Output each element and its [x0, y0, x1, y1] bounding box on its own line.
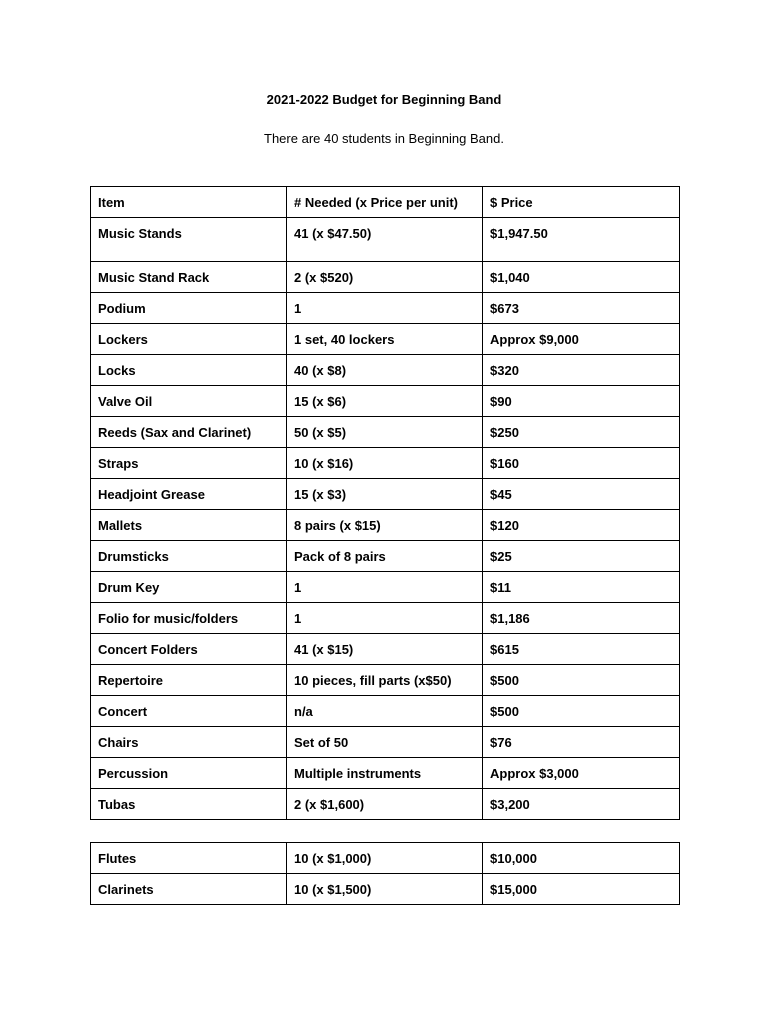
- cell-price: $250: [483, 417, 680, 448]
- cell-item: Repertoire: [91, 665, 287, 696]
- cell-item: Tubas: [91, 789, 287, 820]
- cell-item: Concert: [91, 696, 287, 727]
- table-row: [91, 479, 680, 510]
- table-row: [91, 634, 680, 665]
- header-price: $ Price: [483, 187, 680, 218]
- cell-needed: 2 (x $1,600): [287, 789, 483, 820]
- cell-needed: 41 (x $15): [287, 634, 483, 665]
- cell-needed: 1: [287, 603, 483, 634]
- header-needed: # Needed (x Price per unit): [287, 187, 483, 218]
- cell-price: $320: [483, 355, 680, 386]
- cell-needed: 1: [287, 572, 483, 603]
- cell-item: Podium: [91, 293, 287, 324]
- cell-needed: 50 (x $5): [287, 417, 483, 448]
- cell-needed: Set of 50: [287, 727, 483, 758]
- cell-item: Drumsticks: [91, 541, 287, 572]
- cell-item: Drum Key: [91, 572, 287, 603]
- cell-needed: 1 set, 40 lockers: [287, 324, 483, 355]
- cell-item: Flutes: [91, 843, 287, 874]
- header-item: Item: [91, 187, 287, 218]
- cell-needed: Multiple instruments: [287, 758, 483, 789]
- cell-price: $1,040: [483, 262, 680, 293]
- table-row: [91, 262, 680, 293]
- cell-price: $500: [483, 696, 680, 727]
- cell-item: Straps: [91, 448, 287, 479]
- cell-item: Concert Folders: [91, 634, 287, 665]
- cell-item: Lockers: [91, 324, 287, 355]
- cell-needed: 41 (x $47.50): [287, 218, 483, 262]
- cell-price: $45: [483, 479, 680, 510]
- cell-price: $25: [483, 541, 680, 572]
- cell-item: Music Stand Rack: [91, 262, 287, 293]
- table-row: [91, 843, 680, 874]
- cell-item: Music Stands: [91, 218, 287, 262]
- table-row: [91, 293, 680, 324]
- cell-price: $90: [483, 386, 680, 417]
- cell-price: $3,200: [483, 789, 680, 820]
- table-row: [91, 665, 680, 696]
- table-row: [91, 758, 680, 789]
- cell-item: Percussion: [91, 758, 287, 789]
- cell-needed: 8 pairs (x $15): [287, 510, 483, 541]
- table-row: [91, 448, 680, 479]
- table-row: [91, 386, 680, 417]
- table-row: [91, 603, 680, 634]
- cell-item: Mallets: [91, 510, 287, 541]
- cell-price: $15,000: [483, 874, 680, 905]
- cell-needed: 40 (x $8): [287, 355, 483, 386]
- cell-needed: n/a: [287, 696, 483, 727]
- cell-price: $160: [483, 448, 680, 479]
- table-row: [91, 355, 680, 386]
- budget-table: [90, 186, 680, 820]
- cell-item: Folio for music/folders: [91, 603, 287, 634]
- cell-price: $500: [483, 665, 680, 696]
- table-row: [91, 541, 680, 572]
- cell-price: $10,000: [483, 843, 680, 874]
- cell-needed: 15 (x $6): [287, 386, 483, 417]
- cell-price: $120: [483, 510, 680, 541]
- cell-price: $1,186: [483, 603, 680, 634]
- cell-needed: 10 (x $1,500): [287, 874, 483, 905]
- cell-needed: 10 pieces, fill parts (x$50): [287, 665, 483, 696]
- table-row: [91, 218, 680, 262]
- cell-price: $76: [483, 727, 680, 758]
- cell-item: Locks: [91, 355, 287, 386]
- cell-price: $1,947.50: [483, 218, 680, 262]
- document-title: 2021-2022 Budget for Beginning Band: [266, 92, 502, 107]
- table-row: [91, 727, 680, 758]
- cell-needed: 1: [287, 293, 483, 324]
- cell-price: $673: [483, 293, 680, 324]
- document-subtitle: There are 40 students in Beginning Band.: [264, 131, 504, 146]
- cell-item: Chairs: [91, 727, 287, 758]
- cell-needed: 10 (x $16): [287, 448, 483, 479]
- cell-price: $615: [483, 634, 680, 665]
- cell-needed: 2 (x $520): [287, 262, 483, 293]
- table-row: [91, 572, 680, 603]
- table-row: [91, 510, 680, 541]
- cell-item: Headjoint Grease: [91, 479, 287, 510]
- table-row: [91, 417, 680, 448]
- instrument-table: [90, 842, 680, 905]
- cell-needed: 10 (x $1,000): [287, 843, 483, 874]
- cell-item: Valve Oil: [91, 386, 287, 417]
- table-row: [91, 874, 680, 905]
- cell-price: Approx $9,000: [483, 324, 680, 355]
- cell-item: Reeds (Sax and Clarinet): [91, 417, 287, 448]
- cell-needed: 15 (x $3): [287, 479, 483, 510]
- table-row: [91, 324, 680, 355]
- cell-price: $11: [483, 572, 680, 603]
- table-header-row: [91, 187, 680, 218]
- cell-item: Clarinets: [91, 874, 287, 905]
- cell-price: Approx $3,000: [483, 758, 680, 789]
- cell-needed: Pack of 8 pairs: [287, 541, 483, 572]
- table-row: [91, 696, 680, 727]
- table-row: [91, 789, 680, 820]
